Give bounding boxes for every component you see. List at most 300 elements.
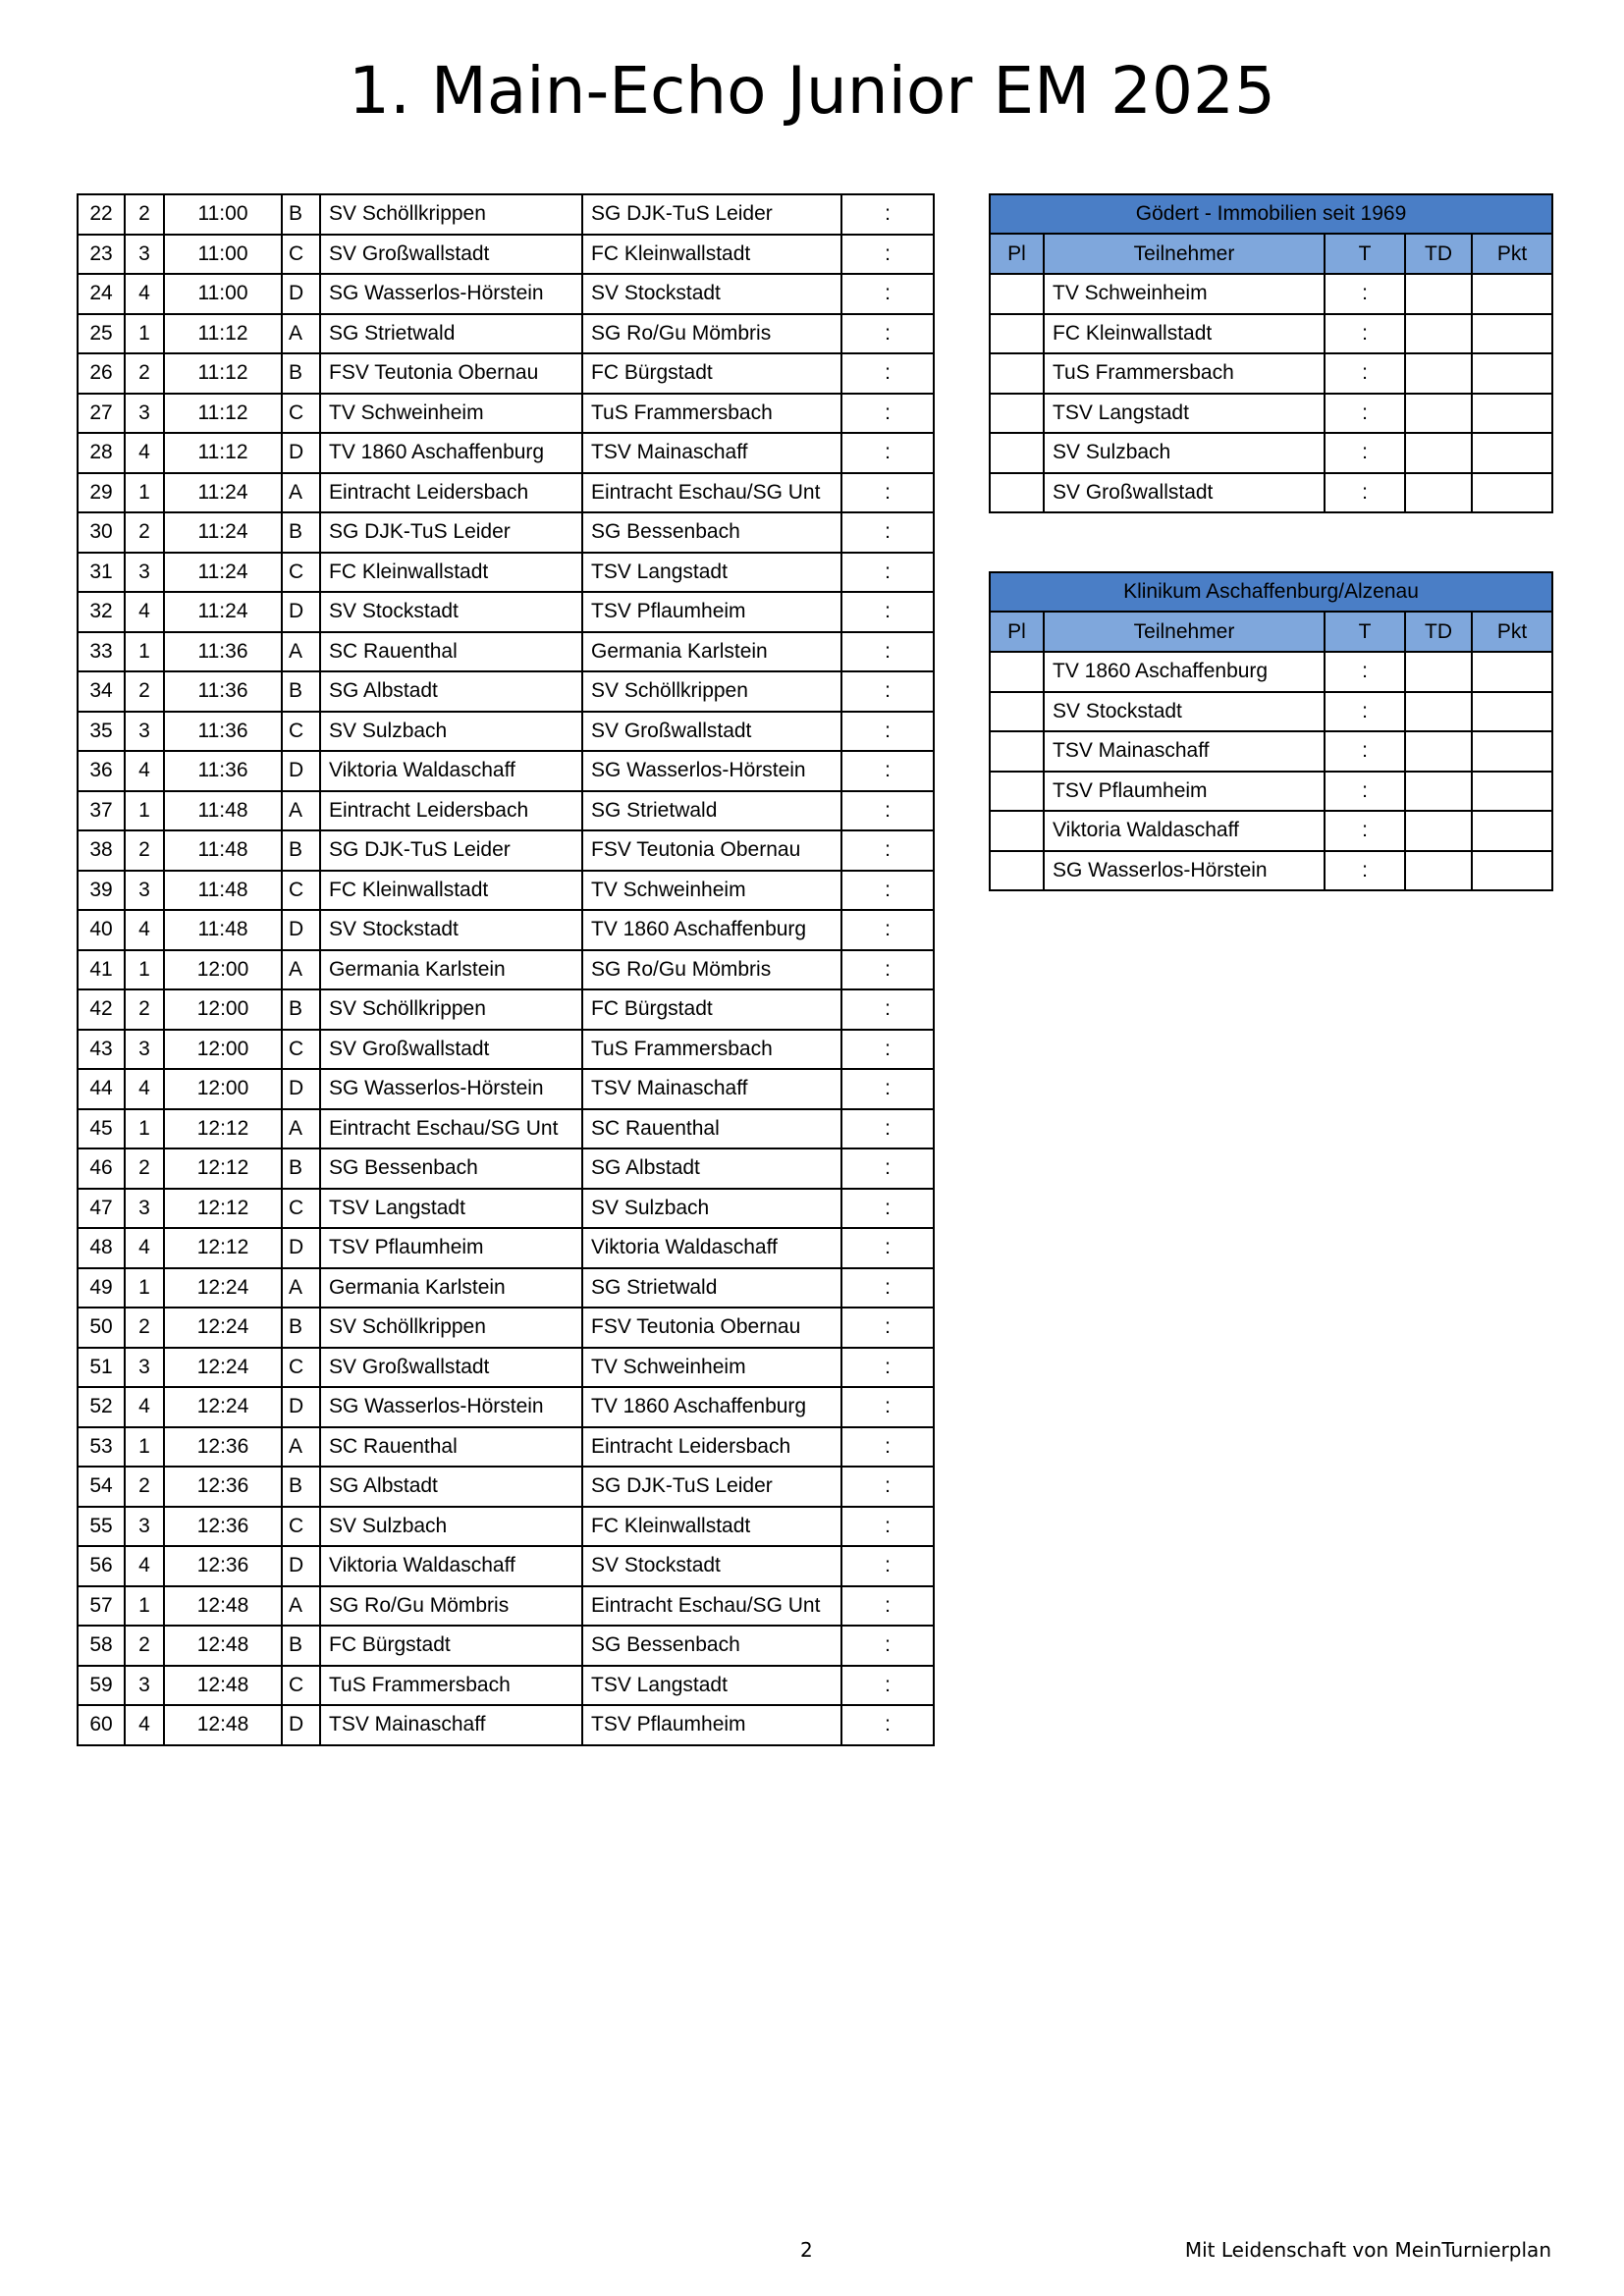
team-name: Viktoria Waldaschaff	[1044, 811, 1325, 851]
score-field[interactable]: :	[841, 353, 934, 394]
match-number: 29	[78, 473, 125, 513]
match-number: 53	[78, 1427, 125, 1468]
goal-difference-cell	[1405, 274, 1472, 314]
match-row	[78, 1030, 934, 1070]
place-cell	[990, 772, 1044, 812]
group-letter: A	[282, 1427, 320, 1468]
team-name: TSV Langstadt	[1044, 394, 1325, 434]
field-number: 3	[125, 235, 164, 275]
match-number: 26	[78, 353, 125, 394]
match-row	[78, 910, 934, 950]
points-cell	[1472, 851, 1552, 891]
score-field[interactable]: :	[841, 314, 934, 354]
goals-cell: :	[1325, 851, 1405, 891]
match-number: 34	[78, 671, 125, 712]
group-letter: D	[282, 1705, 320, 1745]
place-cell	[990, 433, 1044, 473]
field-number: 2	[125, 353, 164, 394]
away-team: SG DJK-TuS Leider	[582, 1467, 841, 1507]
group-letter: C	[282, 235, 320, 275]
match-row	[78, 235, 934, 275]
home-team: Eintracht Leidersbach	[320, 791, 582, 831]
home-team: TV Schweinheim	[320, 394, 582, 434]
score-field[interactable]: :	[841, 1626, 934, 1666]
score-field[interactable]: :	[841, 1228, 934, 1268]
match-time: 12:00	[164, 1069, 282, 1109]
group-letter: C	[282, 1507, 320, 1547]
place-cell	[990, 314, 1044, 354]
match-time: 11:36	[164, 751, 282, 791]
match-time: 12:24	[164, 1387, 282, 1427]
score-field[interactable]: :	[841, 791, 934, 831]
group-letter: D	[282, 1069, 320, 1109]
field-number: 4	[125, 1387, 164, 1427]
match-row	[78, 433, 934, 473]
points-cell	[1472, 274, 1552, 314]
score-field[interactable]: :	[841, 1268, 934, 1308]
away-team: FC Bürgstadt	[582, 353, 841, 394]
match-time: 11:24	[164, 473, 282, 513]
match-number: 44	[78, 1069, 125, 1109]
away-team: SG Strietwald	[582, 791, 841, 831]
home-team: SG Albstadt	[320, 1467, 582, 1507]
match-number: 41	[78, 950, 125, 990]
match-time: 11:00	[164, 194, 282, 235]
match-time: 11:24	[164, 553, 282, 593]
score-field[interactable]: :	[841, 989, 934, 1030]
match-time: 11:24	[164, 512, 282, 553]
away-team: Eintracht Leidersbach	[582, 1427, 841, 1468]
away-team: SV Sulzbach	[582, 1189, 841, 1229]
match-time: 11:12	[164, 394, 282, 434]
goals-cell: :	[1325, 353, 1405, 394]
score-field[interactable]: :	[841, 632, 934, 672]
home-team: SV Großwallstadt	[320, 235, 582, 275]
score-field[interactable]: :	[841, 910, 934, 950]
away-team: SG Strietwald	[582, 1268, 841, 1308]
score-field[interactable]: :	[841, 274, 934, 314]
match-row	[78, 791, 934, 831]
home-team: SC Rauenthal	[320, 1427, 582, 1468]
match-time: 12:00	[164, 989, 282, 1030]
match-row	[78, 1069, 934, 1109]
match-time: 12:12	[164, 1228, 282, 1268]
field-number: 4	[125, 1546, 164, 1586]
away-team: TuS Frammersbach	[582, 1030, 841, 1070]
home-team: SG Strietwald	[320, 314, 582, 354]
match-number: 33	[78, 632, 125, 672]
group-letter: D	[282, 1387, 320, 1427]
match-number: 25	[78, 314, 125, 354]
match-time: 12:36	[164, 1546, 282, 1586]
group-letter: A	[282, 314, 320, 354]
score-field[interactable]: :	[841, 1189, 934, 1229]
away-team: SV Stockstadt	[582, 1546, 841, 1586]
match-row	[78, 1467, 934, 1507]
match-number: 46	[78, 1148, 125, 1189]
home-team: FC Kleinwallstadt	[320, 553, 582, 593]
match-number: 43	[78, 1030, 125, 1070]
score-field[interactable]: :	[841, 433, 934, 473]
home-team: SG Bessenbach	[320, 1148, 582, 1189]
match-time: 11:12	[164, 433, 282, 473]
team-name: SV Großwallstadt	[1044, 473, 1325, 513]
score-field[interactable]: :	[841, 1705, 934, 1745]
place-cell	[990, 652, 1044, 692]
standings-row	[990, 851, 1552, 891]
group-letter: C	[282, 712, 320, 752]
match-time: 12:24	[164, 1268, 282, 1308]
standings-row	[990, 274, 1552, 314]
points-cell	[1472, 314, 1552, 354]
score-field[interactable]: :	[841, 1148, 934, 1189]
field-number: 4	[125, 1069, 164, 1109]
goal-difference-cell	[1405, 394, 1472, 434]
match-number: 24	[78, 274, 125, 314]
home-team: Eintracht Eschau/SG Unt	[320, 1109, 582, 1149]
goal-difference-cell	[1405, 731, 1472, 772]
match-row	[78, 1705, 934, 1745]
footer-credit: Mit Leidenschaft von MeinTurnierplan	[1184, 2238, 1551, 2262]
field-number: 3	[125, 1348, 164, 1388]
match-number: 49	[78, 1268, 125, 1308]
away-team: SG DJK-TuS Leider	[582, 194, 841, 235]
home-team: SG Ro/Gu Mömbris	[320, 1586, 582, 1627]
group-letter: D	[282, 1228, 320, 1268]
home-team: Germania Karlstein	[320, 950, 582, 990]
group-letter: C	[282, 553, 320, 593]
match-row	[78, 274, 934, 314]
standings-row	[990, 314, 1552, 354]
match-row	[78, 1666, 934, 1706]
match-time: 11:36	[164, 632, 282, 672]
away-team: FC Kleinwallstadt	[582, 235, 841, 275]
match-time: 12:24	[164, 1348, 282, 1388]
match-time: 12:48	[164, 1586, 282, 1627]
goal-difference-cell	[1405, 353, 1472, 394]
match-number: 57	[78, 1586, 125, 1627]
header-pkt: Pkt	[1472, 612, 1552, 652]
place-cell	[990, 274, 1044, 314]
score-field[interactable]: :	[841, 751, 934, 791]
match-row	[78, 1228, 934, 1268]
goals-cell: :	[1325, 394, 1405, 434]
field-number: 2	[125, 1467, 164, 1507]
points-cell	[1472, 394, 1552, 434]
home-team: SV Großwallstadt	[320, 1348, 582, 1388]
match-number: 22	[78, 194, 125, 235]
goal-difference-cell	[1405, 811, 1472, 851]
header-td: TD	[1405, 612, 1472, 652]
field-number: 2	[125, 1626, 164, 1666]
match-row	[78, 1626, 934, 1666]
group-letter: C	[282, 871, 320, 911]
group-letter: B	[282, 512, 320, 553]
goal-difference-cell	[1405, 692, 1472, 732]
home-team: SV Sulzbach	[320, 712, 582, 752]
match-row	[78, 830, 934, 871]
match-time: 12:24	[164, 1308, 282, 1348]
field-number: 4	[125, 592, 164, 632]
goal-difference-cell	[1405, 473, 1472, 513]
group-letter: D	[282, 433, 320, 473]
score-field[interactable]: :	[841, 1586, 934, 1627]
standings-row	[990, 692, 1552, 732]
place-cell	[990, 353, 1044, 394]
match-time: 11:48	[164, 910, 282, 950]
group-letter: D	[282, 1546, 320, 1586]
match-number: 23	[78, 235, 125, 275]
away-team: FC Bürgstadt	[582, 989, 841, 1030]
group-table-goedert	[989, 193, 1553, 513]
match-number: 38	[78, 830, 125, 871]
away-team: TV Schweinheim	[582, 1348, 841, 1388]
home-team: SV Stockstadt	[320, 910, 582, 950]
match-row	[78, 394, 934, 434]
home-team: SV Stockstadt	[320, 592, 582, 632]
points-cell	[1472, 772, 1552, 812]
team-name: SV Sulzbach	[1044, 433, 1325, 473]
away-team: TSV Mainaschaff	[582, 1069, 841, 1109]
goals-cell: :	[1325, 314, 1405, 354]
match-row	[78, 950, 934, 990]
match-number: 30	[78, 512, 125, 553]
away-team: TSV Langstadt	[582, 553, 841, 593]
home-team: Eintracht Leidersbach	[320, 473, 582, 513]
away-team: SC Rauenthal	[582, 1109, 841, 1149]
away-team: SG Ro/Gu Mömbris	[582, 314, 841, 354]
home-team: Germania Karlstein	[320, 1268, 582, 1308]
group-letter: D	[282, 592, 320, 632]
match-row	[78, 871, 934, 911]
match-number: 40	[78, 910, 125, 950]
match-time: 12:48	[164, 1705, 282, 1745]
field-number: 2	[125, 1308, 164, 1348]
score-field[interactable]: :	[841, 1109, 934, 1149]
match-time: 11:00	[164, 274, 282, 314]
match-time: 12:12	[164, 1109, 282, 1149]
match-row	[78, 1348, 934, 1388]
score-field[interactable]: :	[841, 1387, 934, 1427]
goals-cell: :	[1325, 433, 1405, 473]
match-time: 11:24	[164, 592, 282, 632]
score-field[interactable]: :	[841, 394, 934, 434]
standings-row	[990, 652, 1552, 692]
match-number: 60	[78, 1705, 125, 1745]
field-number: 2	[125, 830, 164, 871]
place-cell	[990, 811, 1044, 851]
group-letter: D	[282, 751, 320, 791]
away-team: SG Bessenbach	[582, 1626, 841, 1666]
place-cell	[990, 394, 1044, 434]
match-number: 58	[78, 1626, 125, 1666]
match-number: 54	[78, 1467, 125, 1507]
goals-cell: :	[1325, 692, 1405, 732]
match-time: 11:48	[164, 871, 282, 911]
match-time: 12:36	[164, 1467, 282, 1507]
field-number: 3	[125, 1189, 164, 1229]
group-letter: A	[282, 950, 320, 990]
away-team: TV 1860 Aschaffenburg	[582, 910, 841, 950]
group-letter: B	[282, 1308, 320, 1348]
header-team: Teilnehmer	[1044, 612, 1325, 652]
score-field[interactable]: :	[841, 1308, 934, 1348]
home-team: SG Wasserlos-Hörstein	[320, 1069, 582, 1109]
score-field[interactable]: :	[841, 671, 934, 712]
match-row	[78, 1189, 934, 1229]
standings-row	[990, 772, 1552, 812]
goal-difference-cell	[1405, 772, 1472, 812]
goals-cell: :	[1325, 811, 1405, 851]
team-name: TSV Mainaschaff	[1044, 731, 1325, 772]
home-team: SG Wasserlos-Hörstein	[320, 1387, 582, 1427]
match-number: 32	[78, 592, 125, 632]
home-team: SV Schöllkrippen	[320, 1308, 582, 1348]
match-time: 11:12	[164, 353, 282, 394]
match-row	[78, 1507, 934, 1547]
match-row	[78, 1308, 934, 1348]
group-letter: B	[282, 989, 320, 1030]
match-row	[78, 314, 934, 354]
home-team: FC Kleinwallstadt	[320, 871, 582, 911]
header-t: T	[1325, 234, 1405, 274]
field-number: 1	[125, 314, 164, 354]
group-letter: D	[282, 274, 320, 314]
match-number: 35	[78, 712, 125, 752]
home-team: FC Bürgstadt	[320, 1626, 582, 1666]
goals-cell: :	[1325, 274, 1405, 314]
match-time: 12:00	[164, 1030, 282, 1070]
team-name: TSV Pflaumheim	[1044, 772, 1325, 812]
header-pl: Pl	[990, 234, 1044, 274]
group-letter: A	[282, 1109, 320, 1149]
group-letter: B	[282, 671, 320, 712]
score-field[interactable]: :	[841, 473, 934, 513]
score-field[interactable]: :	[841, 1348, 934, 1388]
field-number: 1	[125, 1586, 164, 1627]
away-team: FSV Teutonia Obernau	[582, 1308, 841, 1348]
home-team: SG DJK-TuS Leider	[320, 512, 582, 553]
group-letter: C	[282, 1348, 320, 1388]
standings-row	[990, 394, 1552, 434]
standings-row	[990, 731, 1552, 772]
field-number: 2	[125, 989, 164, 1030]
field-number: 1	[125, 1109, 164, 1149]
field-number: 2	[125, 1148, 164, 1189]
away-team: Viktoria Waldaschaff	[582, 1228, 841, 1268]
match-row	[78, 1387, 934, 1427]
score-field[interactable]: :	[841, 1666, 934, 1706]
score-field[interactable]: :	[841, 194, 934, 235]
match-number: 37	[78, 791, 125, 831]
field-number: 3	[125, 712, 164, 752]
place-cell	[990, 731, 1044, 772]
away-team: SV Großwallstadt	[582, 712, 841, 752]
home-team: SG Albstadt	[320, 671, 582, 712]
match-row	[78, 512, 934, 553]
match-row	[78, 353, 934, 394]
field-number: 4	[125, 910, 164, 950]
home-team: SV Großwallstadt	[320, 1030, 582, 1070]
score-field[interactable]: :	[841, 1427, 934, 1468]
score-field[interactable]: :	[841, 712, 934, 752]
group-title: Gödert - Immobilien seit 1969	[990, 194, 1552, 234]
score-field[interactable]: :	[841, 553, 934, 593]
match-number: 28	[78, 433, 125, 473]
field-number: 2	[125, 194, 164, 235]
field-number: 2	[125, 512, 164, 553]
goals-cell: :	[1325, 652, 1405, 692]
match-number: 50	[78, 1308, 125, 1348]
field-number: 3	[125, 871, 164, 911]
points-cell	[1472, 433, 1552, 473]
away-team: SG Wasserlos-Hörstein	[582, 751, 841, 791]
group-letter: B	[282, 1148, 320, 1189]
group-letter: B	[282, 1467, 320, 1507]
field-number: 3	[125, 1030, 164, 1070]
away-team: TuS Frammersbach	[582, 394, 841, 434]
header-td: TD	[1405, 234, 1472, 274]
home-team: SV Schöllkrippen	[320, 989, 582, 1030]
match-number: 55	[78, 1507, 125, 1547]
goal-difference-cell	[1405, 314, 1472, 354]
score-field[interactable]: :	[841, 871, 934, 911]
team-name: FC Kleinwallstadt	[1044, 314, 1325, 354]
home-team: TV 1860 Aschaffenburg	[320, 433, 582, 473]
score-field[interactable]: :	[841, 1507, 934, 1547]
away-team: SG Ro/Gu Mömbris	[582, 950, 841, 990]
match-row	[78, 1586, 934, 1627]
score-field[interactable]: :	[841, 1467, 934, 1507]
score-field[interactable]: :	[841, 950, 934, 990]
score-field[interactable]: :	[841, 830, 934, 871]
match-row	[78, 712, 934, 752]
away-team: SV Stockstadt	[582, 274, 841, 314]
field-number: 1	[125, 1268, 164, 1308]
standings-row	[990, 473, 1552, 513]
match-time: 12:36	[164, 1507, 282, 1547]
score-field[interactable]: :	[841, 1546, 934, 1586]
field-number: 3	[125, 394, 164, 434]
home-team: SC Rauenthal	[320, 632, 582, 672]
away-team: Eintracht Eschau/SG Unt	[582, 473, 841, 513]
away-team: FSV Teutonia Obernau	[582, 830, 841, 871]
match-row	[78, 553, 934, 593]
score-field[interactable]: :	[841, 512, 934, 553]
goal-difference-cell	[1405, 851, 1472, 891]
score-field[interactable]: :	[841, 1069, 934, 1109]
match-row	[78, 751, 934, 791]
points-cell	[1472, 353, 1552, 394]
goals-cell: :	[1325, 731, 1405, 772]
match-time: 12:12	[164, 1189, 282, 1229]
field-number: 3	[125, 553, 164, 593]
match-time: 11:12	[164, 314, 282, 354]
away-team: SG Bessenbach	[582, 512, 841, 553]
score-field[interactable]: :	[841, 1030, 934, 1070]
match-row	[78, 671, 934, 712]
home-team: TSV Langstadt	[320, 1189, 582, 1229]
team-name: TuS Frammersbach	[1044, 353, 1325, 394]
score-field[interactable]: :	[841, 592, 934, 632]
match-row	[78, 473, 934, 513]
score-field[interactable]: :	[841, 235, 934, 275]
field-number: 4	[125, 1705, 164, 1745]
header-team: Teilnehmer	[1044, 234, 1325, 274]
field-number: 1	[125, 791, 164, 831]
points-cell	[1472, 692, 1552, 732]
match-row	[78, 194, 934, 235]
